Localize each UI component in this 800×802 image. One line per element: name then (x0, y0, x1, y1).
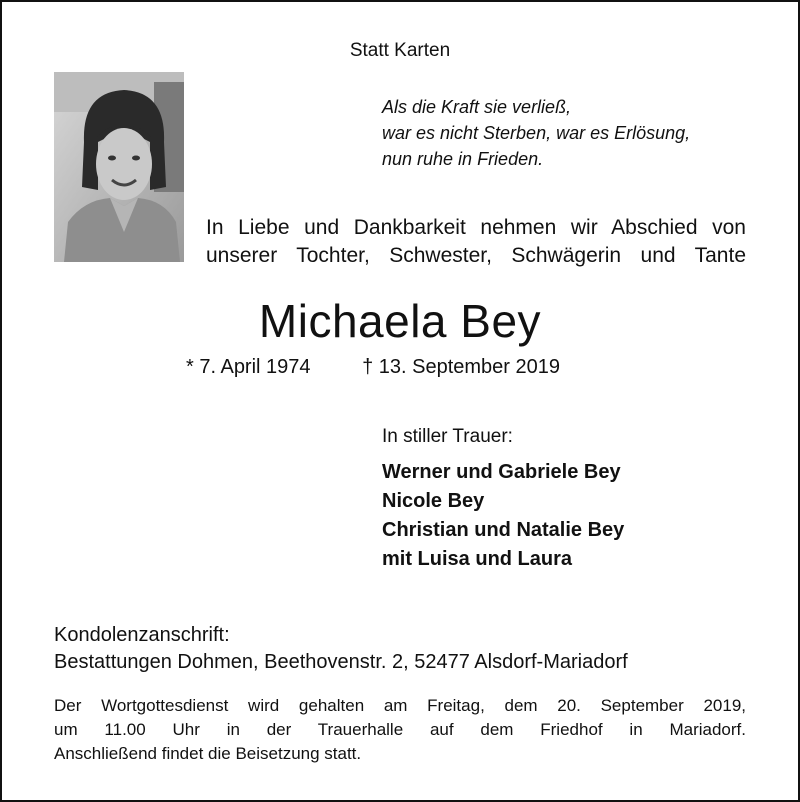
condolence-address (54, 622, 628, 676)
service-line: um 11.00 Uhr in der Trauerhalle auf dem Friedhof in Mariadorf. (54, 720, 746, 739)
quote-line: nun ruhe in Frieden. (382, 149, 544, 169)
quote-line: war es nicht Sterben, war es Erlösung, (382, 123, 691, 143)
header-text: Statt Karten (349, 40, 451, 61)
intro-text (206, 214, 746, 270)
mourner-entry: mit Luisa und Laura (382, 548, 573, 570)
deceased-name: Michaela Bey (258, 295, 542, 347)
death-date: † 13. September 2019 (362, 356, 561, 378)
portrait-photo (54, 72, 184, 262)
condolence-address-line: Bestattungen Dohmen, Beethovenstr. 2, 52477 Alsdorf-Mariadorf (54, 651, 628, 673)
service-line: Anschließend findet die Beisetzung statt. (54, 744, 362, 763)
intro-line: unserer Tochter, Schwester, Schwägerin und Tante (206, 244, 746, 267)
mourner-entry: Christian und Natalie Bey (382, 519, 625, 541)
quote-line: Als die Kraft sie verließ, (382, 97, 572, 117)
mourner-entry: Werner und Gabriele Bey (382, 461, 621, 483)
life-dates (186, 356, 560, 379)
service-line: Der Wortgottesdienst wird gehalten am Freitag, dem 20. September 2019, (54, 696, 746, 715)
mourners-list (382, 458, 624, 574)
birth-date: * 7. April 1974 (186, 356, 311, 378)
intro-line: In Liebe und Dankbarkeit nehmen wir Abschied von (206, 216, 746, 239)
quote-block (382, 94, 690, 172)
condolence-label: Kondolenzanschrift: (54, 624, 230, 646)
mourning-label: In stiller Trauer: (382, 426, 513, 447)
service-info (54, 694, 746, 766)
mourner-entry: Nicole Bey (382, 490, 485, 512)
